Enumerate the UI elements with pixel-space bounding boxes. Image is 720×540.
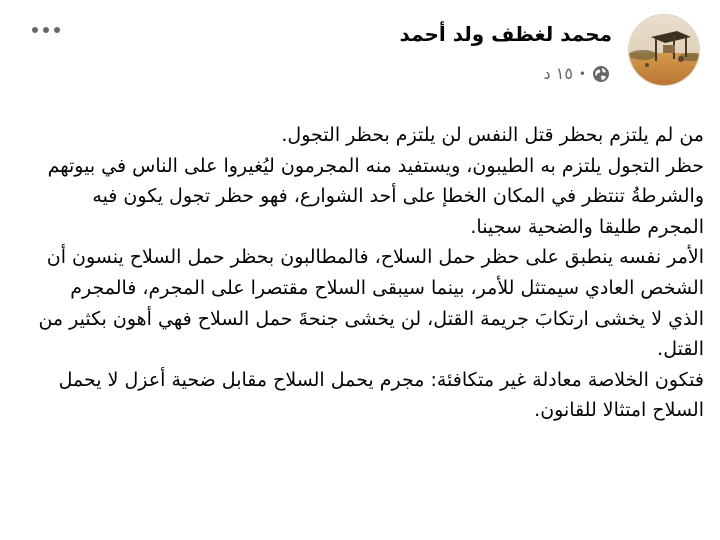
more-options-button[interactable]	[26, 18, 66, 42]
meta-separator: •	[578, 67, 586, 81]
more-horizontal-icon	[32, 27, 38, 33]
more-horizontal-icon-dot	[43, 27, 49, 33]
post-paragraph-4: فتكون الخلاصة معادلة غير متكافئة: مجرم يحمل السلاح مقابل ضحية أعزل لا يحمل السلاح امتثالا للقانون.	[58, 368, 704, 422]
post-text	[30, 120, 704, 426]
post-paragraph-1: من لم يلتزم بحظر قتل النفس لن يلتزم بحظر التجول.	[281, 124, 704, 146]
globe-icon[interactable]	[592, 65, 610, 83]
post-paragraph-2: حظر التجول يلتزم به الطيبون، ويستفيد منه المجرمون ليُغيروا على الناس في بيوتهم والشرطةُ تنتظر في المكان الخطإ على أحد الشوارع، فهو حظر تجول يكون فيه المجرم طليقا والضحية سجينا.	[47, 154, 704, 238]
avatar-photo	[629, 15, 700, 86]
more-horizontal-icon-dot	[54, 27, 60, 33]
avatar[interactable]	[628, 14, 700, 86]
post-paragraph-3: الأمر نفسه ينطبق على حظر حمل السلاح، فالمطالبون بحظر حمل السلاح ينسون أن الشخص العادي سيمتثل للأمر، بينما سيبقى السلاح مقتصرا على المجرم، فالمجرم الذي لا يخشى ارتكابَ جريمة القتل، لن يخشى جنحةَ حمل السلاح فهي أهون بكثير من القتل.	[38, 246, 704, 361]
post-meta	[544, 64, 610, 84]
post-timestamp[interactable]: ١٥ د	[543, 64, 573, 83]
author-name[interactable]: محمد لغظف ولد أحمد	[399, 22, 612, 46]
